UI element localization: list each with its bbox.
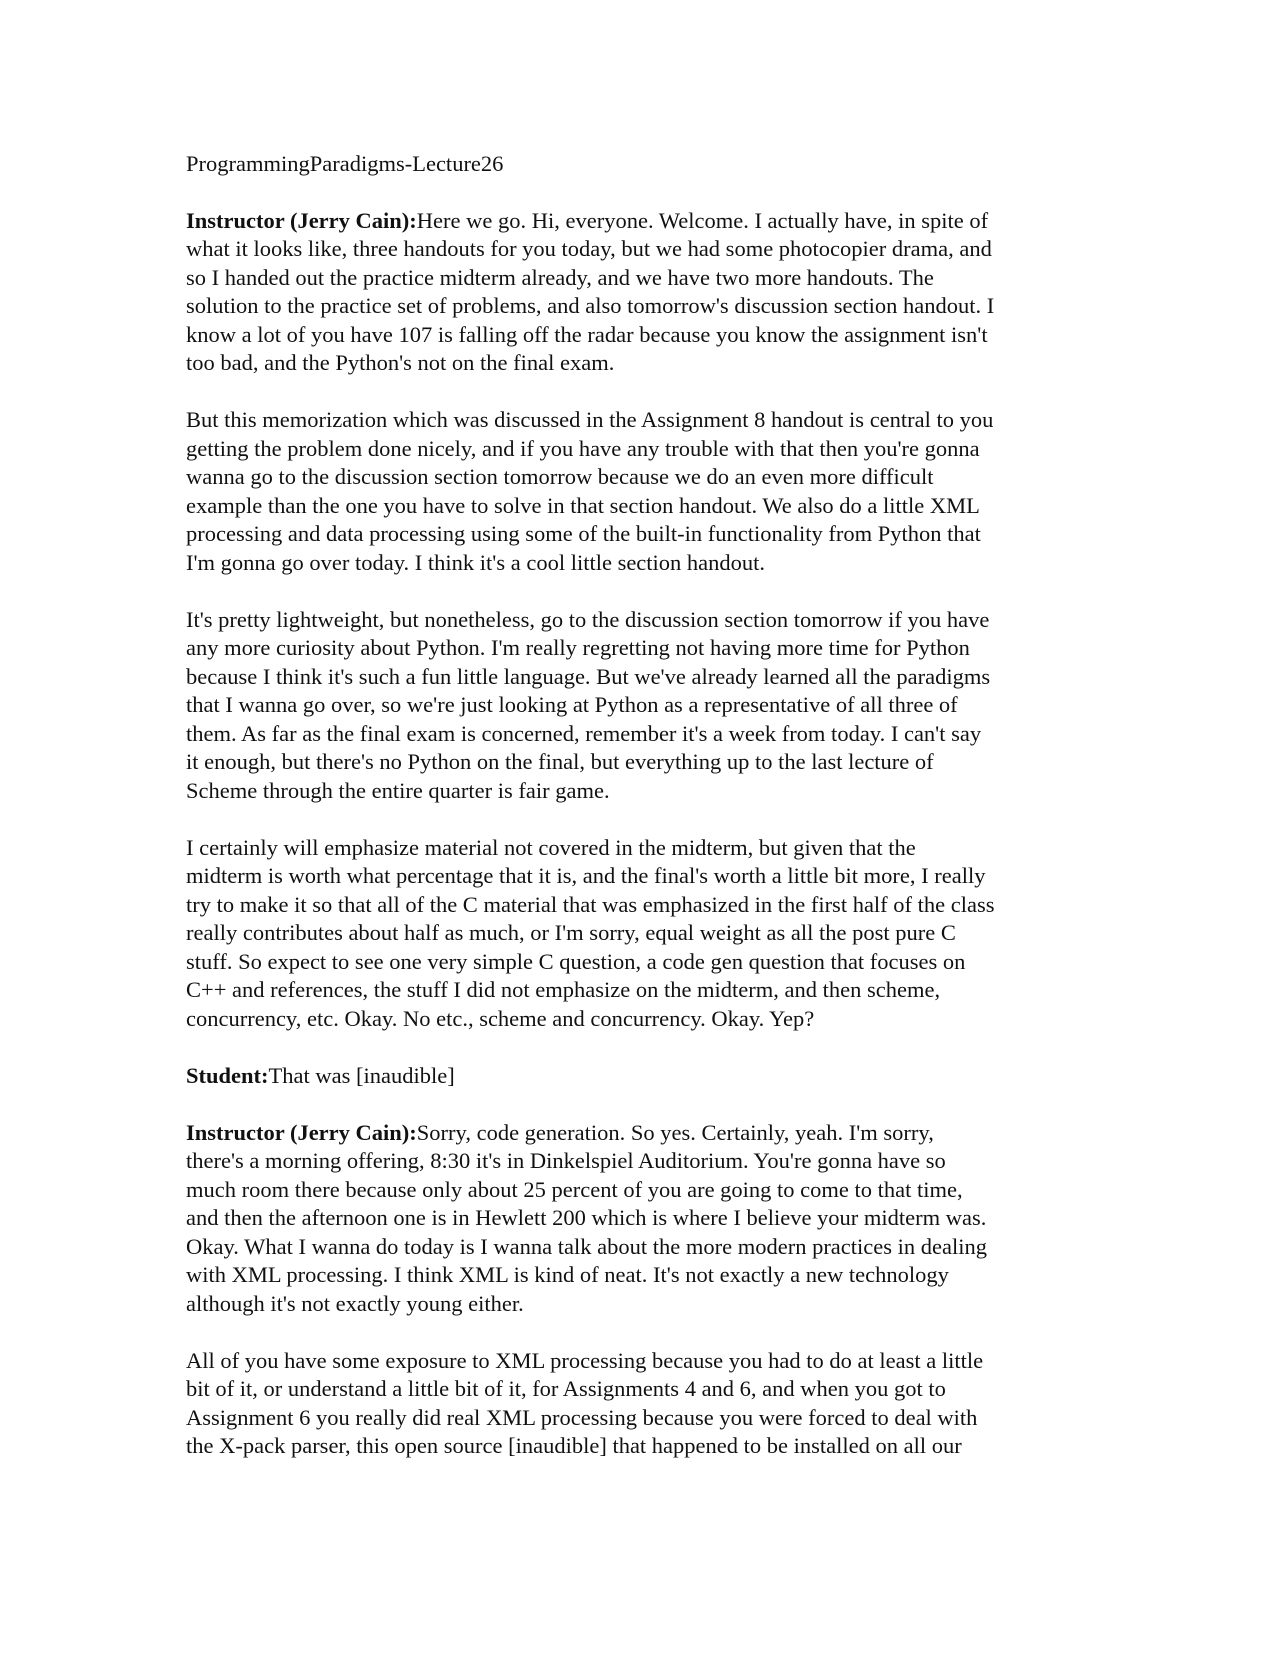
line-text: too bad, and the Python's not on the final exam. [186, 350, 615, 375]
line-text: that I wanna go over, so we're just looking at Python as a representative of all three of [186, 692, 958, 717]
text-line [186, 748, 1086, 777]
line-text: That was [inaudible] [268, 1062, 455, 1088]
text-line [186, 1375, 1086, 1404]
line-text: any more curiosity about Python. I'm really regretting not having more time for Python [186, 635, 970, 660]
line-text: solution to the practice set of problems, and also tomorrow's discussion section handout. I [186, 293, 995, 318]
line-text: although it's not exactly young either. [186, 1290, 524, 1316]
line-text: them. As far as the final exam is concerned, remember it's a week from today. I can't say [186, 720, 982, 746]
line-text: and then the afternoon one is in Hewlett 200 which is where I believe your midterm was. [186, 1205, 987, 1230]
line-text: much room there because only about 25 percent of you are going to come to that time, [186, 1176, 963, 1202]
speaker-colon: : [409, 207, 417, 233]
line-text: getting the problem done nicely, and if you have any trouble with that then you're gonna [186, 435, 980, 461]
text-line [186, 777, 1086, 806]
text-line [186, 1147, 1086, 1176]
text-line [186, 663, 1086, 692]
transcript-paragraph [186, 606, 1086, 806]
speaker-label: Instructor (Jerry Cain) [186, 1119, 410, 1145]
line-text: try to make it so that all of the C material that was emphasized in the first half of the class [186, 891, 995, 917]
line-text: really contributes about half as much, or I'm sorry, equal weight as all the post pure C [186, 920, 956, 945]
text-line [186, 321, 1086, 350]
speaker-label: Student [186, 1062, 262, 1088]
text-line [186, 1005, 1086, 1034]
line-text: stuff. So expect to see one very simple C question, a code gen question that focuses on [186, 948, 966, 974]
line-text: Okay. What I wanna do today is I wanna talk about the more modern practices in dealing [186, 1233, 987, 1259]
line-text: It's pretty lightweight, but nonetheless, go to the discussion section tomorrow if you have [186, 606, 990, 632]
text-line [186, 492, 1086, 521]
text-line [186, 264, 1086, 293]
text-line [186, 862, 1086, 891]
text-line [186, 549, 1086, 578]
text-line [186, 292, 1086, 321]
text-line [186, 520, 1086, 549]
text-line [186, 891, 1086, 920]
text-line [186, 1062, 1086, 1091]
text-line [186, 235, 1086, 264]
text-line [186, 919, 1086, 948]
transcript-paragraph [186, 1119, 1086, 1319]
text-line [186, 976, 1086, 1005]
transcript-paragraph [186, 207, 1086, 378]
transcript-body [186, 207, 1086, 1461]
line-text: so I handed out the practice midterm already, and we have two more handouts. The [186, 264, 934, 290]
line-text: concurrency, etc. Okay. No etc., scheme and concurrency. Okay. Yep? [186, 1005, 815, 1031]
text-line [186, 948, 1086, 977]
line-text: know a lot of you have 107 is falling off the radar because you know the assignment isn't [186, 321, 988, 347]
transcript-paragraph [186, 406, 1086, 577]
line-text: But this memorization which was discussed in the Assignment 8 handout is central to you [186, 407, 994, 432]
transcript-paragraph [186, 1062, 1086, 1091]
line-text: Scheme through the entire quarter is fair game. [186, 777, 610, 803]
text-line [186, 834, 1086, 863]
line-text: example than the one you have to solve in that section handout. We also do a little XML [186, 492, 980, 518]
text-line [186, 1261, 1086, 1290]
text-line [186, 1404, 1086, 1433]
text-line [186, 1233, 1086, 1262]
line-text: there's a morning offering, 8:30 it's in Dinkelspiel Auditorium. You're gonna have so [186, 1148, 946, 1173]
line-text: because I think it's such a fun little language. But we've already learned all the paradigms [186, 663, 991, 689]
document-title: ProgrammingParadigms-Lecture26 [186, 151, 504, 176]
line-text: bit of it, or understand a little bit of it, for Assignments 4 and 6, and when you got to [186, 1376, 946, 1401]
line-text: what it looks like, three handouts for you today, but we had some photocopier drama, and [186, 236, 992, 261]
line-text: Sorry, code generation. So yes. Certainly, yeah. I'm sorry, [416, 1119, 934, 1145]
transcript-paragraph [186, 834, 1086, 1034]
text-line [186, 349, 1086, 378]
line-text: Assignment 6 you really did real XML processing because you were forced to deal with [186, 1404, 978, 1430]
text-line [186, 1204, 1086, 1233]
transcript-paragraph [186, 1347, 1086, 1461]
text-line [186, 634, 1086, 663]
speaker-colon: : [261, 1062, 269, 1088]
line-text: I certainly will emphasize material not covered in the midterm, but given that the [186, 834, 916, 860]
document-page [186, 150, 1086, 1489]
text-line [186, 406, 1086, 435]
line-text: wanna go to the discussion section tomorrow because we do an even more difficult [186, 464, 934, 489]
text-line [186, 691, 1086, 720]
text-line [186, 720, 1086, 749]
line-text: C++ and references, the stuff I did not emphasize on the midterm, and then scheme, [186, 977, 941, 1002]
text-line [186, 1290, 1086, 1319]
speaker-colon: : [409, 1119, 417, 1145]
text-line [186, 606, 1086, 635]
line-text: All of you have some exposure to XML processing because you had to do at least a little [186, 1347, 984, 1373]
line-text: processing and data processing using some of the built-in functionality from Python that [186, 521, 981, 546]
text-line [186, 463, 1086, 492]
speaker-label: Instructor (Jerry Cain) [186, 207, 410, 233]
line-text: I'm gonna go over today. I think it's a cool little section handout. [186, 549, 766, 575]
text-line [186, 1432, 1086, 1461]
text-line [186, 435, 1086, 464]
line-text: Here we go. Hi, everyone. Welcome. I actually have, in spite of [416, 207, 989, 233]
text-line [186, 1119, 1086, 1148]
text-line [186, 1176, 1086, 1205]
line-text: it enough, but there's no Python on the final, but everything up to the last lecture of [186, 749, 934, 774]
text-line [186, 207, 1086, 236]
line-text: midterm is worth what percentage that it is, and the final's worth a little bit more, I really [186, 863, 986, 888]
line-text: the X-pack parser, this open source [inaudible] that happened to be installed on all our [186, 1433, 962, 1458]
line-text: with XML processing. I think XML is kind of neat. It's not exactly a new technology [186, 1262, 949, 1287]
text-line [186, 1347, 1086, 1376]
